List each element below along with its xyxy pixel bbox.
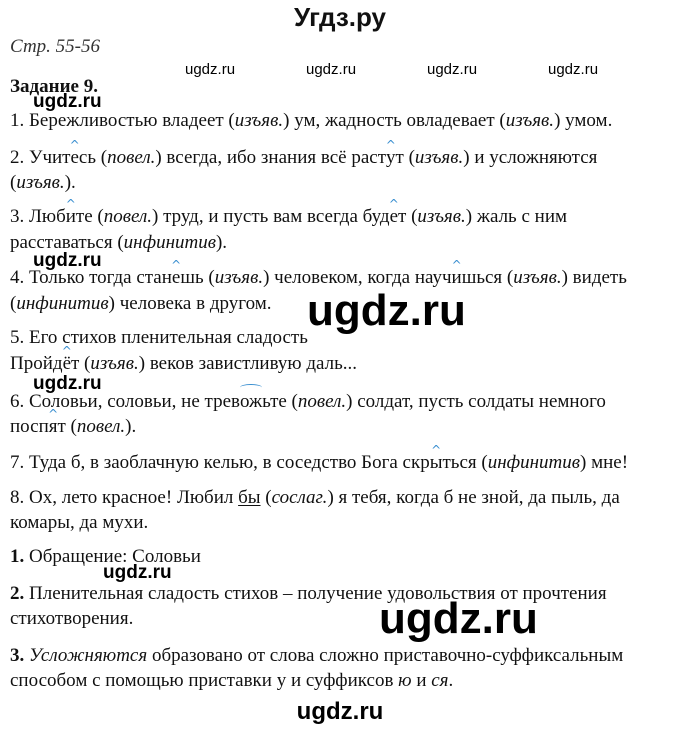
watermark: ugdz.ru xyxy=(379,594,538,643)
mood-label: изъяв. xyxy=(513,267,562,288)
text: т ( xyxy=(395,147,415,168)
text: Пленительная сладость стихов – получение удовольствия от прочтения xyxy=(24,583,607,604)
stress-mark: ^ и xyxy=(452,267,462,289)
text: ) ум, жадность овладевает ( xyxy=(283,110,506,131)
mood-label: повел. xyxy=(76,416,126,437)
text: ) человеком, когда науч xyxy=(263,267,452,288)
sentence-5-line-2 xyxy=(10,353,357,375)
sentence-3-line-1 xyxy=(10,206,567,228)
text: ). xyxy=(64,172,76,193)
watermark: ugdz.ru xyxy=(307,286,466,335)
text: ) человека в другом. xyxy=(108,293,272,314)
text: ) мне! xyxy=(580,452,629,473)
sentence-6-line-1 xyxy=(10,391,606,413)
text: ьте ( xyxy=(262,391,298,412)
text: Пройд xyxy=(10,353,63,374)
text: 1. Бережливостью владеет ( xyxy=(10,110,235,131)
sentence-7 xyxy=(10,452,628,474)
mood-label: изъяв. xyxy=(505,110,555,131)
stress-mark: ^ е xyxy=(172,267,180,289)
answer-number: 1. xyxy=(10,546,25,567)
text: ) и усложняются xyxy=(463,147,598,168)
answer-number: 3. xyxy=(10,645,25,666)
text: Обращение: Соловьи xyxy=(24,546,201,567)
watermark: ugdz.ru xyxy=(306,61,357,78)
text: ). xyxy=(125,416,137,437)
text: сь ( xyxy=(78,147,108,168)
mood-label: инфинитив xyxy=(16,293,109,314)
answer-number: 2. xyxy=(10,583,25,604)
mood-label: повел. xyxy=(297,391,347,412)
suffix: ся xyxy=(431,670,449,691)
mood-label: изъяв. xyxy=(417,206,466,227)
sentence-2-line-1 xyxy=(10,147,597,169)
watermark-footer: ugdz.ru xyxy=(296,698,384,725)
text: 8. Ох, лето красное! Любил xyxy=(10,487,239,508)
text: 6. Соловьи, соловьи, не трев xyxy=(10,391,240,412)
stress-mark: ^ ы xyxy=(430,452,443,474)
text: шься ( xyxy=(461,267,514,288)
task-title: Задание 9. xyxy=(10,76,98,97)
stress-mark: ^ и xyxy=(66,206,76,228)
text: те ( xyxy=(75,206,104,227)
stress-mark: ^ у xyxy=(386,147,396,169)
text: расставаться ( xyxy=(10,232,124,253)
text: . xyxy=(448,670,454,691)
stress-mark: ^ ё xyxy=(63,353,71,375)
text: 2. Учит xyxy=(10,147,71,168)
text: 4. Только тогда стан xyxy=(10,267,172,288)
watermark: ugdz.ru xyxy=(33,91,102,112)
sentence-2-line-2 xyxy=(10,172,76,194)
text: ( xyxy=(10,293,17,314)
mood-label: инфинитив xyxy=(487,452,581,473)
answer-2-line-2: стихотворения. xyxy=(10,608,134,629)
mood-label: сослаг. xyxy=(271,487,328,508)
answer-3-line-1 xyxy=(10,645,623,667)
text: ) я тебя, когда б не зной, да пыль, да xyxy=(327,487,620,508)
text: ( xyxy=(10,172,17,193)
text: ) солдат, пусть солдаты немного xyxy=(346,391,606,412)
mood-label: инфинитив xyxy=(123,232,216,253)
text: ). xyxy=(215,232,228,253)
site-title: Угдз.ру xyxy=(294,2,386,32)
stress-mark: ^ е xyxy=(70,147,78,169)
text: ) видеть xyxy=(561,267,627,288)
sentence-5-line-1: 5. Его стихов пленительная сладость xyxy=(10,327,308,348)
text: ) веков завистливую даль... xyxy=(138,353,358,374)
mood-label: изъяв. xyxy=(90,353,139,374)
sentence-6-line-2 xyxy=(10,416,136,438)
suffix: ю xyxy=(398,670,412,691)
word: Усложняются xyxy=(24,645,148,666)
mood-label: изъяв. xyxy=(16,172,65,193)
watermark: ugdz.ru xyxy=(427,61,478,78)
text: и xyxy=(411,670,432,691)
watermark: ugdz.ru xyxy=(548,61,599,78)
answer-3-line-2 xyxy=(10,670,453,692)
watermark: ugdz.ru xyxy=(33,373,102,394)
sentence-8-line-2: комары, да мухи. xyxy=(10,512,149,533)
text: 3. Люб xyxy=(10,206,66,227)
text: ться ( xyxy=(442,452,488,473)
stress-mark: ^ я xyxy=(49,416,58,438)
page-reference: Стр. 55-56 xyxy=(10,36,100,57)
root-mark: ож xyxy=(239,391,263,412)
watermark: ugdz.ru xyxy=(185,61,236,78)
sentence-1 xyxy=(10,110,612,132)
text: т ( xyxy=(398,206,418,227)
mood-label: изъяв. xyxy=(414,147,464,168)
particle-underlined: бы xyxy=(238,487,261,508)
text: ( xyxy=(260,487,272,508)
stress-mark: ^ е xyxy=(390,206,398,228)
mood-label: изъяв. xyxy=(234,110,284,131)
watermark: ugdz.ru xyxy=(33,250,102,271)
sentence-8-line-1 xyxy=(10,487,620,509)
sentence-4-line-2 xyxy=(10,293,271,315)
mood-label: повел. xyxy=(103,206,152,227)
mood-label: повел. xyxy=(107,147,156,168)
text: шь ( xyxy=(180,267,215,288)
text: т ( xyxy=(57,416,77,437)
watermark: ugdz.ru xyxy=(103,562,172,583)
text: ) всегда, ибо знания всё раст xyxy=(155,147,387,168)
text: 7. Туда б, в заоблачную келью, в соседство Бога скр xyxy=(10,452,430,473)
text: т ( xyxy=(71,353,91,374)
mood-label: изъяв. xyxy=(214,267,264,288)
text: ) труд, и пусть вам всегда буд xyxy=(152,206,390,227)
text: ) умом. xyxy=(554,110,613,131)
text: способом с помощью приставки у и суффиксов xyxy=(10,670,399,691)
text: образовано от слова сложно приставочно-суффиксальным xyxy=(147,645,624,666)
text: посп xyxy=(10,416,49,437)
text: ) жаль с ним xyxy=(465,206,568,227)
